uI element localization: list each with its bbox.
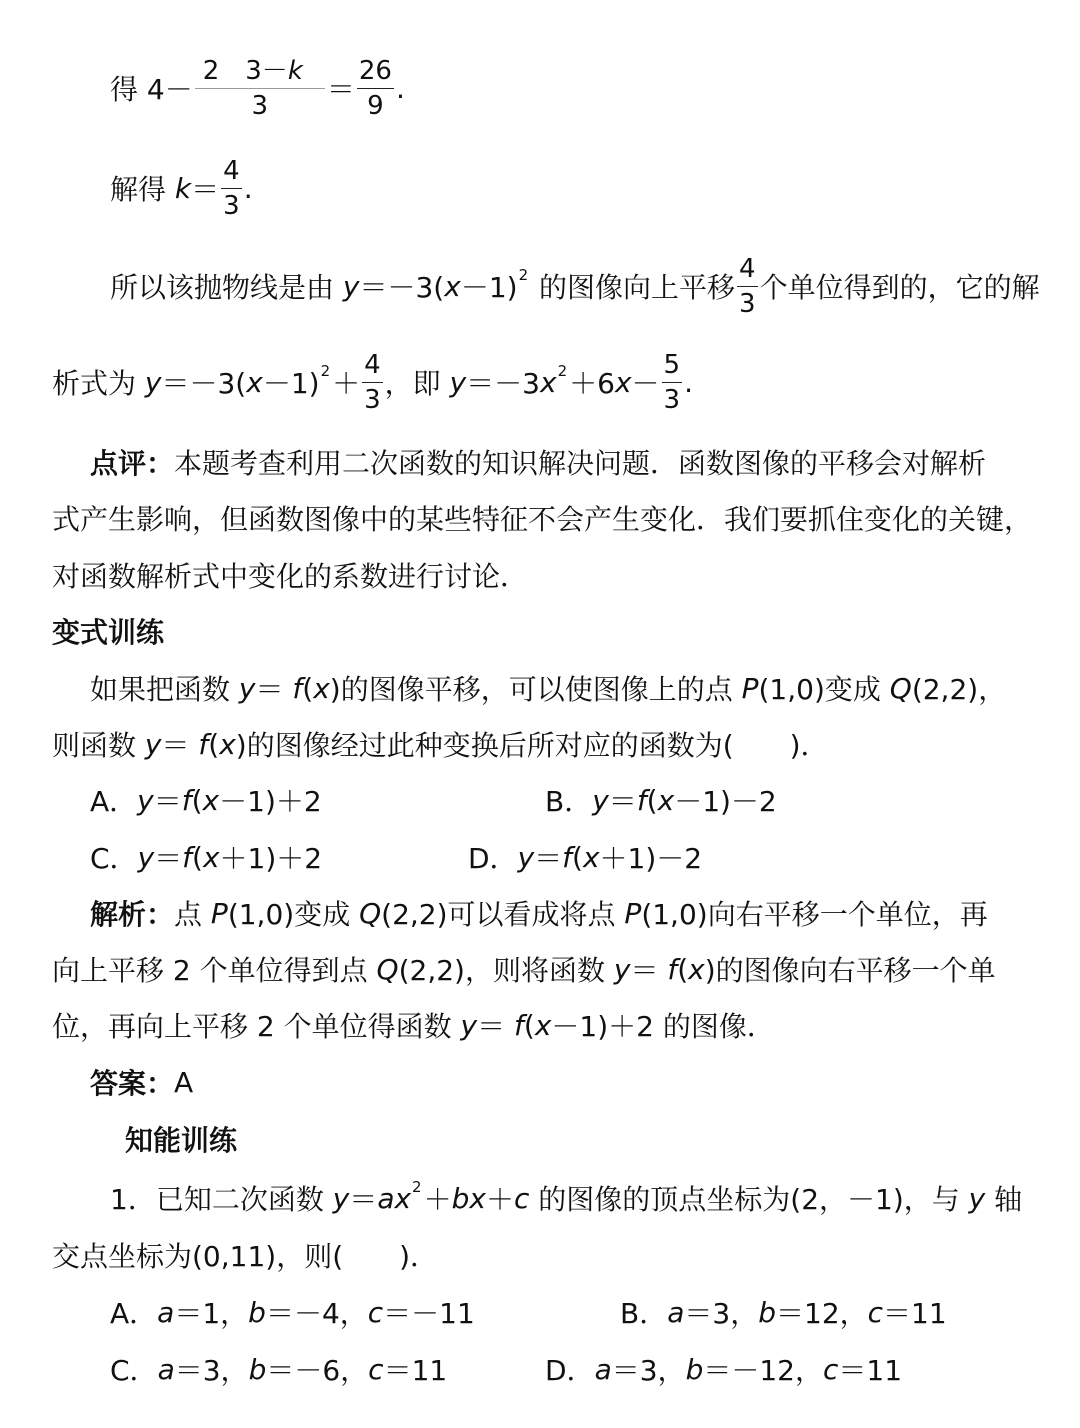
math-variable: x — [657, 783, 675, 817]
text: －1)＋2 — [219, 785, 322, 818]
text: ＝ — [153, 785, 182, 818]
answer-value: A — [174, 1065, 194, 1099]
analysis-label: 解析： — [90, 898, 175, 931]
comment-label: 点评： — [90, 447, 175, 480]
math-variable: x — [688, 952, 705, 986]
text: 本题考查利用二次函数的知识解决问题．函数图像的平移会对解析 — [174, 447, 987, 480]
text: 析式为 — [52, 367, 145, 400]
text: －1) — [460, 271, 518, 304]
math-variable: x — [582, 840, 600, 874]
text: － — [631, 367, 660, 400]
math-variable: y — [332, 1181, 350, 1215]
fraction — [737, 252, 758, 321]
text: 2 — [202, 55, 220, 86]
text: ＝3， — [611, 1354, 686, 1387]
text: (2,2)，则将函数 — [398, 954, 614, 987]
superscript: 2 — [557, 362, 568, 380]
math-variable: c — [867, 1295, 884, 1329]
text: 交点坐标为(0,11)，则( )． — [52, 1240, 439, 1273]
math-variable: y — [517, 840, 535, 874]
solution-line-3 — [110, 246, 1040, 326]
math-variable: x — [246, 365, 263, 399]
math-variable: x — [202, 840, 220, 874]
math-variable: y — [137, 840, 155, 874]
math-variable: y — [144, 365, 162, 399]
text: )的图像经过此种变换后所对应的函数为( )． — [235, 729, 829, 762]
option-letter: B． — [620, 1297, 668, 1330]
text: ＝－11 — [383, 1297, 475, 1330]
text: ＝－3( — [161, 367, 247, 400]
math-variable: c — [513, 1181, 530, 1215]
text: ＝－3( — [359, 271, 445, 304]
text: (2,2)可以看成将点 — [381, 898, 625, 931]
text: (1,0)变成 — [227, 898, 360, 931]
text: ＝12， — [776, 1297, 868, 1330]
text: ( — [572, 840, 583, 874]
superscript: 2 — [320, 362, 331, 380]
option-letter: A． — [90, 785, 138, 818]
text: 点 — [174, 898, 211, 931]
math-variable: x — [202, 783, 220, 817]
text: ＋ — [423, 1183, 452, 1216]
answer-label: 答案： — [90, 1067, 175, 1100]
text: 对函数解析式中变化的系数进行讨论． — [52, 560, 529, 593]
text: . — [243, 171, 253, 205]
text: ＝ — [349, 1183, 378, 1216]
text: －1)－2 — [674, 785, 777, 818]
math-variable: b — [248, 1352, 267, 1386]
fraction-numerator: 26 — [357, 54, 394, 89]
text: ( — [646, 783, 658, 817]
text: ＋ — [485, 1183, 514, 1216]
text: 则函数 — [52, 729, 145, 762]
fraction — [221, 154, 242, 223]
section-title: 知能训练 — [125, 1124, 238, 1157]
text: ＝ — [630, 954, 668, 987]
math-variable: x — [313, 671, 330, 705]
superscript: 2 — [518, 266, 529, 284]
text: . — [395, 71, 405, 105]
text: －1) — [262, 367, 320, 400]
math-variable: b — [248, 1295, 266, 1329]
text: 位，再向上平移 2 个单位得函数 — [52, 1010, 461, 1043]
text: 的图像的顶点坐标为(2，－1)，与 — [529, 1183, 969, 1216]
text: ＝11 — [383, 1354, 448, 1387]
text: 解得 — [110, 173, 175, 206]
text: ＝－12， — [703, 1354, 823, 1387]
math-variable: f — [667, 952, 678, 986]
option-letter: C． — [110, 1354, 158, 1387]
section-title: 变式训练 — [52, 616, 165, 649]
math-variable: f — [198, 727, 209, 761]
text: 所以该抛物线是由 — [110, 271, 343, 304]
text: ＝11 — [838, 1354, 903, 1387]
math-variable: c — [822, 1352, 839, 1386]
text: 如果把函数 — [90, 673, 239, 706]
math-variable: y — [592, 783, 609, 817]
math-variable: y — [342, 269, 360, 303]
text: ＝ — [255, 673, 293, 706]
text: ＋ — [332, 367, 361, 400]
math-variable: x — [614, 365, 632, 399]
text: 式产生影响，但函数图像中的某些特征不会产生变化．我们要抓住变化的关键， — [52, 503, 1033, 536]
math-variable: x — [444, 269, 461, 303]
text: ＝ — [191, 173, 220, 206]
math-variable: b — [758, 1295, 776, 1329]
text: 1．已知二次函数 — [110, 1183, 333, 1216]
math-variable: k — [174, 171, 192, 205]
fraction — [662, 348, 683, 417]
text: ＝3， — [684, 1297, 759, 1330]
text: ( — [192, 840, 203, 874]
math-variable: ax — [377, 1181, 412, 1215]
text: ＝ — [154, 842, 183, 875]
text: ＝ — [608, 785, 637, 818]
fraction — [357, 54, 394, 123]
text: ( — [677, 952, 689, 986]
text: ＝3， — [174, 1354, 249, 1387]
math-variable: Q — [889, 671, 912, 705]
option-letter: D． — [545, 1354, 595, 1387]
option-letter: B． — [545, 785, 593, 818]
fraction-numerator — [195, 54, 325, 89]
math-variable: f — [292, 671, 303, 705]
math-variable: y — [460, 1008, 478, 1042]
fraction-denominator: 3 — [364, 384, 381, 415]
text: ( — [523, 1008, 535, 1042]
text: ＝－3 — [466, 367, 540, 400]
math-variable: a — [157, 1295, 175, 1329]
math-variable: f — [636, 783, 647, 817]
spacing — [219, 54, 245, 88]
text: 的图像向上平移 — [530, 271, 736, 304]
option-letter: C． — [90, 842, 138, 875]
text: ( — [191, 783, 203, 817]
math-variable: x — [534, 1008, 552, 1042]
text: 3－ — [245, 55, 288, 86]
fraction-denominator: 3 — [739, 288, 756, 319]
fraction-numerator: 4 — [362, 348, 383, 383]
math-variable: f — [514, 1008, 524, 1042]
text: －1)＋2 的图像． — [551, 1010, 775, 1043]
math-variable: y — [613, 952, 631, 986]
text: (1,0)向右平移一个单位，再 — [641, 898, 988, 931]
text: ＋1)－2 — [599, 842, 703, 875]
solution-line-2 — [110, 148, 253, 228]
text: (1,0)变成 — [758, 673, 890, 706]
math-variable: y — [137, 783, 154, 817]
text: ＝－6， — [266, 1354, 369, 1387]
math-variable: c — [367, 1295, 384, 1329]
text: ＝ — [326, 73, 355, 106]
text: ＋1)＋2 — [219, 842, 323, 875]
math-variable: y — [238, 671, 256, 705]
text: ＝11 — [883, 1297, 947, 1330]
math-variable: f — [182, 840, 193, 874]
math-variable: bx — [451, 1181, 486, 1215]
text: . — [684, 365, 693, 399]
solution-line-4 — [52, 342, 693, 422]
fraction-numerator: 4 — [221, 154, 242, 189]
text: ( — [208, 727, 220, 761]
fraction-denominator: 9 — [367, 90, 384, 121]
text: )的图像平移，可以使图像上的点 — [329, 673, 742, 706]
math-variable: P — [624, 896, 642, 930]
option-letter: D． — [468, 842, 518, 875]
superscript: 2 — [412, 1178, 422, 1196]
text: ＝－4， — [265, 1297, 368, 1330]
math-variable: x — [219, 727, 236, 761]
solution-line-1 — [110, 48, 405, 128]
math-variable: Q — [359, 896, 382, 930]
fraction — [362, 348, 383, 417]
option-letter: A． — [110, 1297, 158, 1330]
math-variable: c — [368, 1352, 384, 1386]
text: 向上平移 2 个单位得到点 — [52, 954, 377, 987]
fraction — [195, 54, 325, 123]
text: ＋6 — [569, 367, 615, 400]
math-variable: Q — [376, 952, 399, 986]
text: (2,2)， — [911, 673, 1007, 706]
math-variable: y — [144, 727, 162, 761]
fraction-denominator: 3 — [223, 190, 240, 221]
text: 个单位得到的，它的解 — [759, 271, 1040, 304]
fraction-numerator: 4 — [737, 252, 758, 287]
math-variable: a — [594, 1352, 612, 1386]
text: ＝ — [534, 842, 563, 875]
fraction-denominator: 3 — [251, 90, 269, 121]
text: ，即 — [384, 367, 450, 400]
fraction-denominator: 3 — [663, 384, 681, 415]
math-variable: x — [539, 365, 557, 399]
math-variable: P — [741, 671, 759, 705]
text: 得 4－ — [110, 73, 193, 106]
math-variable: y — [968, 1181, 986, 1215]
math-variable: y — [449, 365, 467, 399]
math-variable: f — [181, 783, 192, 817]
math-variable: f — [562, 840, 573, 874]
practice-option-c — [110, 1329, 447, 1409]
math-variable: k — [287, 55, 303, 86]
text: 轴 — [985, 1183, 1023, 1216]
text: ( — [302, 671, 314, 705]
text: ＝ — [161, 729, 199, 762]
text: ＝1， — [174, 1297, 249, 1330]
fraction-numerator: 5 — [662, 348, 683, 383]
math-variable: a — [667, 1295, 685, 1329]
math-variable: a — [157, 1352, 175, 1386]
math-variable: P — [210, 896, 228, 930]
math-variable: b — [685, 1352, 704, 1386]
practice-option-d — [545, 1329, 902, 1409]
text: ＝ — [477, 1010, 515, 1043]
text: )的图像向右平移一个单 — [704, 954, 996, 987]
